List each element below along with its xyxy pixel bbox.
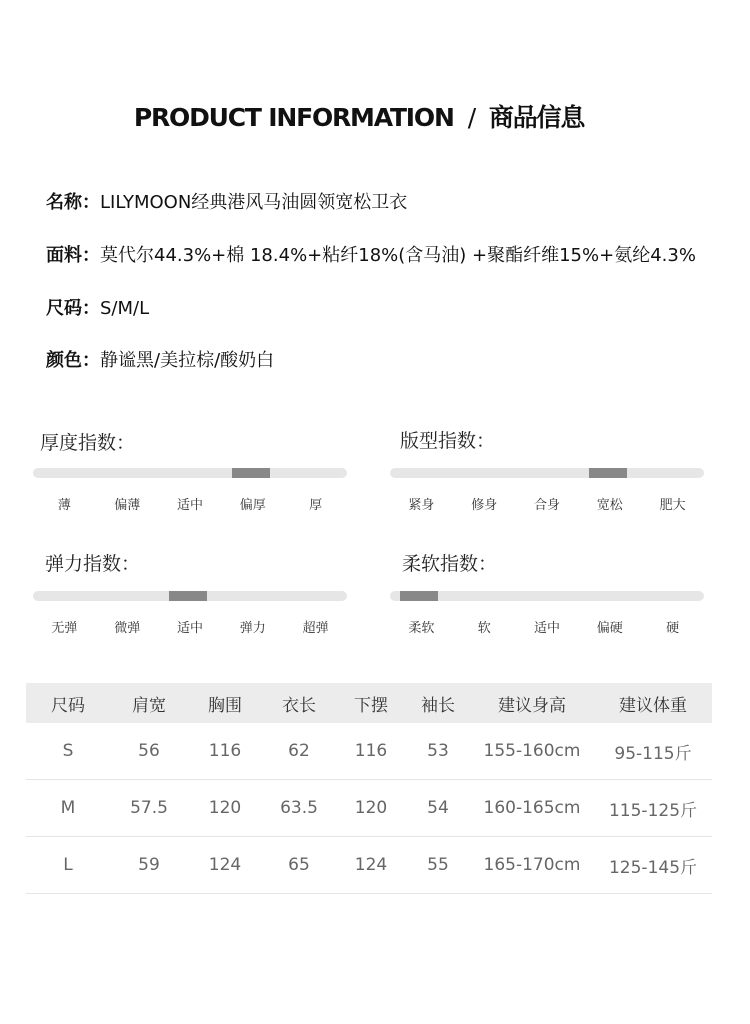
info-row-name xyxy=(46,188,407,214)
index-bar-fill xyxy=(232,468,270,478)
table-row xyxy=(26,837,712,894)
table-header-row xyxy=(26,683,712,723)
index-label: 微弹 xyxy=(114,621,141,636)
index-label: 合身 xyxy=(533,498,560,513)
index-label: 偏硬 xyxy=(596,621,623,636)
index-bar xyxy=(33,468,347,478)
index-title: 厚度指数： xyxy=(40,432,136,454)
elasticity-index xyxy=(33,549,349,636)
info-key: 面料： xyxy=(46,245,100,266)
column-header: 衣长 xyxy=(262,683,336,723)
table-row xyxy=(26,723,712,780)
table-cell: 54 xyxy=(406,780,470,837)
info-key: 尺码： xyxy=(46,298,100,319)
size-table xyxy=(26,683,712,894)
table-cell: 53 xyxy=(406,723,470,780)
table-cell: 55 xyxy=(406,837,470,894)
title-separator: / xyxy=(467,103,475,132)
index-label: 超弹 xyxy=(302,621,329,636)
index-bar-fill xyxy=(400,591,438,601)
index-label: 弹力 xyxy=(239,621,266,636)
column-header: 建议体重 xyxy=(594,683,712,723)
title-cn: 商品信息 xyxy=(488,103,585,132)
column-header: 胸围 xyxy=(188,683,262,723)
info-row-color xyxy=(46,346,274,372)
table-cell: 165-170cm xyxy=(470,837,594,894)
index-bar-fill xyxy=(169,591,207,601)
index-labels xyxy=(33,494,347,513)
info-row-fabric xyxy=(46,241,696,267)
index-label: 适中 xyxy=(533,621,560,636)
index-bar-fill xyxy=(589,468,627,478)
table-cell: 115-125斤 xyxy=(594,780,712,837)
table-cell: 116 xyxy=(336,723,406,780)
table-cell: 160-165cm xyxy=(470,780,594,837)
index-label: 薄 xyxy=(57,498,71,513)
title-en: PRODUCT INFORMATION xyxy=(133,103,454,132)
column-header: 下摆 xyxy=(336,683,406,723)
index-label: 软 xyxy=(477,621,491,636)
index-bar xyxy=(390,468,704,478)
column-header: 肩宽 xyxy=(110,683,188,723)
column-header: 建议身高 xyxy=(470,683,594,723)
table-cell: M xyxy=(26,780,110,837)
table-cell: 124 xyxy=(336,837,406,894)
table-cell: 125-145斤 xyxy=(594,837,712,894)
thickness-index xyxy=(33,428,349,513)
index-label: 修身 xyxy=(471,498,498,513)
info-value: 莫代尔44.3%+棉 18.4%+粘纤18%(含马油) +聚酯纤维15%+氨纶4.3% xyxy=(100,245,696,266)
index-label: 柔软 xyxy=(408,621,435,636)
info-row-size xyxy=(46,294,149,320)
table-cell: 155-160cm xyxy=(470,723,594,780)
table-cell: 120 xyxy=(336,780,406,837)
table-cell: 59 xyxy=(110,837,188,894)
table-cell: 120 xyxy=(188,780,262,837)
info-value: LILYMOON经典港风马油圆领宽松卫衣 xyxy=(100,192,408,213)
index-title: 柔软指数： xyxy=(402,553,498,575)
index-title: 版型指数： xyxy=(400,430,496,452)
index-labels xyxy=(33,617,347,636)
info-key: 颜色： xyxy=(46,350,100,371)
table-cell: 63.5 xyxy=(262,780,336,837)
page-title xyxy=(0,98,718,134)
table-cell: S xyxy=(26,723,110,780)
column-header: 尺码 xyxy=(26,683,110,723)
table-cell: 124 xyxy=(188,837,262,894)
table-cell: 95-115斤 xyxy=(594,723,712,780)
index-label: 厚 xyxy=(309,498,323,513)
fit-index xyxy=(390,426,706,513)
table-cell: 116 xyxy=(188,723,262,780)
info-value: S/M/L xyxy=(100,298,150,319)
table-cell: L xyxy=(26,837,110,894)
table-cell: 62 xyxy=(262,723,336,780)
table-row xyxy=(26,780,712,837)
index-labels xyxy=(390,494,704,513)
index-label: 适中 xyxy=(176,621,203,636)
index-label: 宽松 xyxy=(596,498,623,513)
info-key: 名称： xyxy=(46,192,100,213)
index-bar xyxy=(33,591,347,601)
index-label: 偏厚 xyxy=(239,498,266,513)
table-cell: 56 xyxy=(110,723,188,780)
index-label: 无弹 xyxy=(51,621,78,636)
softness-index xyxy=(390,549,706,636)
index-bar xyxy=(390,591,704,601)
index-title: 弹力指数： xyxy=(45,553,141,575)
table-cell: 65 xyxy=(262,837,336,894)
index-label: 适中 xyxy=(176,498,203,513)
info-value: 静谧黑/美拉棕/酸奶白 xyxy=(100,350,275,371)
column-header: 袖长 xyxy=(406,683,470,723)
index-label: 紧身 xyxy=(408,498,435,513)
index-labels xyxy=(390,617,704,636)
index-label: 硬 xyxy=(666,621,680,636)
table-cell: 57.5 xyxy=(110,780,188,837)
index-label: 偏薄 xyxy=(114,498,141,513)
index-label: 肥大 xyxy=(659,498,686,513)
